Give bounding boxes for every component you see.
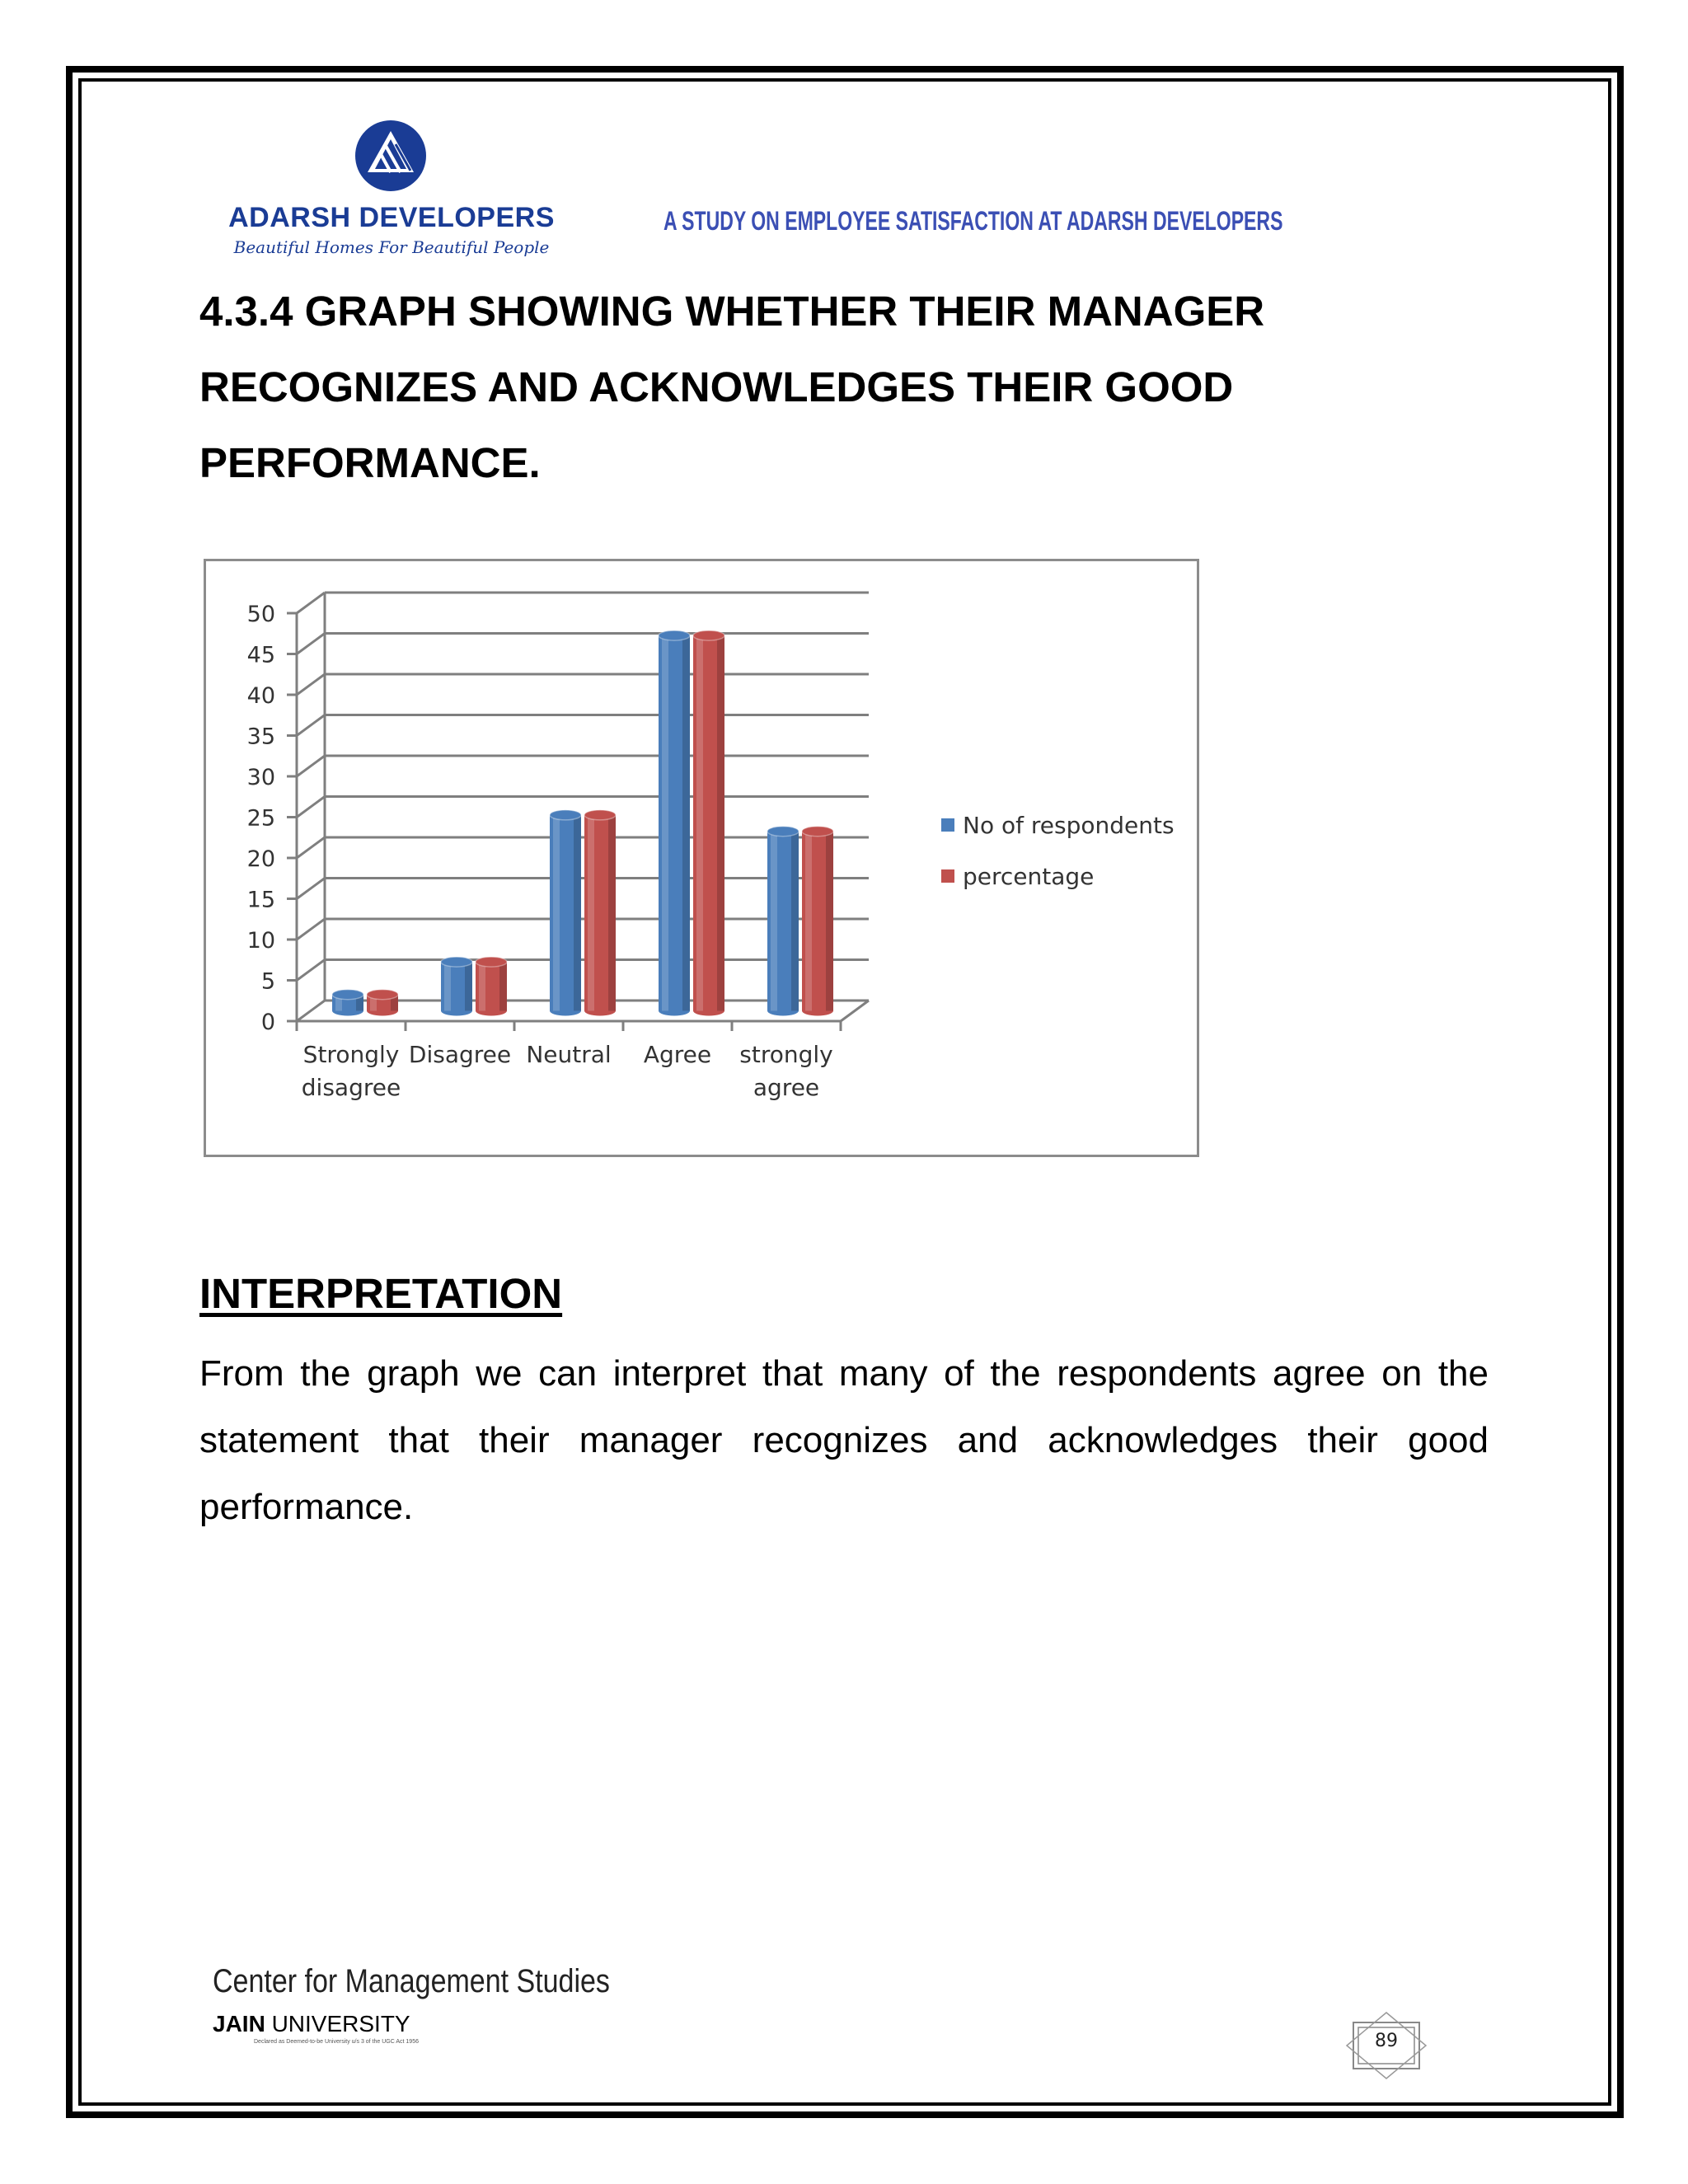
- bar-percentage: [584, 810, 616, 1016]
- x-tick-label: Disagree: [408, 1041, 512, 1068]
- legend-swatch: [941, 818, 954, 832]
- y-tick-label: 10: [246, 928, 275, 954]
- bar-respondents: [767, 827, 799, 1016]
- y-tick-label: 50: [246, 602, 275, 627]
- university-bold: JAIN: [213, 2011, 265, 2036]
- y-tick-label: 35: [246, 724, 275, 750]
- legend-label: percentage: [963, 863, 1095, 890]
- page-number: 89: [1375, 2031, 1398, 2051]
- grid-connector: [297, 756, 325, 776]
- adarsh-logo-icon: [354, 120, 427, 192]
- bar-chart: [206, 561, 1197, 1155]
- y-tick-label: 40: [246, 683, 275, 709]
- footer-university: [213, 2011, 410, 2037]
- section-heading: 4.3.4 GRAPH SHOWING WHETHER THEIR MANAGER RECOGNIZES AND ACKNOWLEDGES THEIR GOOD PERFORMANCE.: [199, 288, 1265, 486]
- floor-edge: [841, 1001, 869, 1021]
- bar-percentage: [367, 990, 398, 1016]
- grid-connector: [297, 674, 325, 695]
- chart-frame: [204, 559, 1199, 1157]
- study-title: A STUDY ON EMPLOYEE SATISFACTION AT ADARSH DEVELOPERS: [663, 206, 1283, 236]
- bar-respondents: [659, 630, 690, 1015]
- grid-connector: [297, 634, 325, 654]
- footer-center-name: Center for Management Studies: [213, 1963, 610, 1999]
- y-tick-label: 20: [246, 846, 275, 872]
- y-tick-label: 5: [260, 968, 275, 995]
- y-tick-label: 15: [246, 887, 275, 913]
- bar-percentage: [693, 630, 724, 1015]
- x-tick-label: Agree: [643, 1041, 712, 1068]
- page-number-badge: [1345, 2011, 1428, 2080]
- grid-connector: [297, 879, 325, 899]
- interpretation-text: From the graph we can interpret that many of the respondents agree on the statement that their manager recognizes and acknowledges their good performance.: [199, 1353, 1489, 1527]
- grid-connector: [297, 715, 325, 736]
- grid-connector: [297, 960, 325, 981]
- grid-connector: [297, 593, 325, 613]
- company-logo: [223, 120, 560, 264]
- bar-respondents: [550, 810, 581, 1016]
- bar-respondents: [332, 990, 363, 1016]
- x-tick-label: strongly agree: [739, 1041, 833, 1101]
- y-tick-label: 0: [260, 1010, 275, 1035]
- x-tick-label: Strongly disagree: [301, 1041, 401, 1101]
- grid-connector: [297, 1001, 325, 1021]
- legend-label: No of respondents: [963, 812, 1175, 839]
- bar-percentage: [802, 827, 833, 1016]
- bar-respondents: [441, 957, 472, 1015]
- company-name: ADARSH DEVELOPERS: [228, 202, 555, 233]
- grid-connector: [297, 797, 325, 818]
- university-note: Declared as Deemed-to-be University u/s 3 of the UGC Act 1956: [254, 2039, 419, 2045]
- grid-connector: [297, 919, 325, 940]
- y-tick-label: 45: [246, 642, 275, 668]
- bar-percentage: [476, 957, 507, 1015]
- legend-swatch: [941, 869, 954, 883]
- grid-connector: [297, 837, 325, 858]
- interpretation-heading: INTERPRETATION: [199, 1270, 563, 1317]
- x-tick-label: Neutral: [526, 1041, 612, 1068]
- company-tagline: Beautiful Homes For Beautiful People: [233, 237, 550, 257]
- university-rest: UNIVERSITY: [265, 2011, 410, 2036]
- y-tick-label: 30: [246, 765, 275, 790]
- y-tick-label: 25: [246, 805, 275, 832]
